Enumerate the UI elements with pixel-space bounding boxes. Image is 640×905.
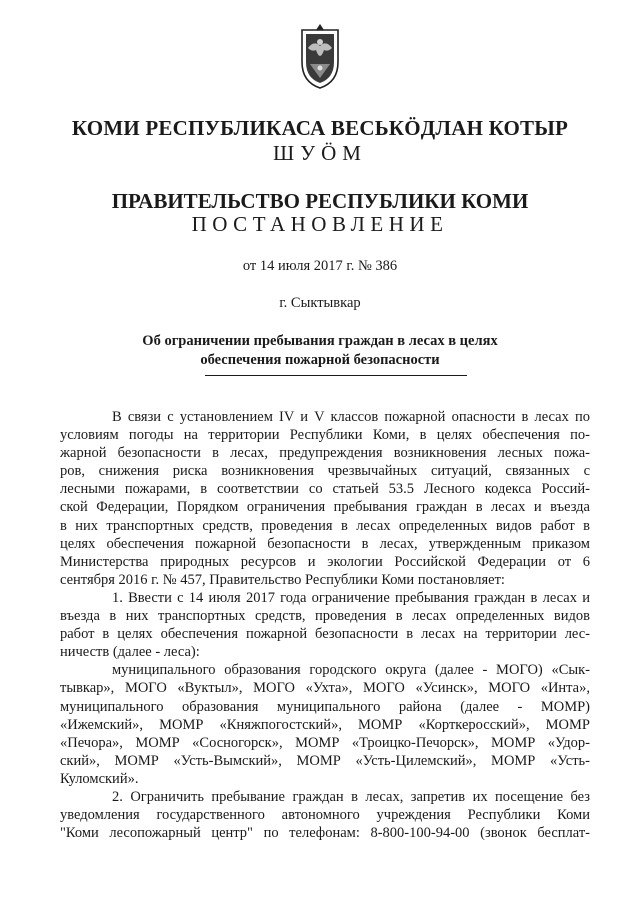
body-line: «Ижемский», МОМР «Княжпогостский», МОМР «Корткеросский», МОМР <box>60 716 590 733</box>
document-type: ПОСТАНОВЛЕНИЕ <box>191 212 449 236</box>
date-and-number: от 14 июля 2017 г. № 386 <box>242 258 398 274</box>
body-line: в них транспортных средств, проведения в лесах определенных видов работ в <box>60 517 590 534</box>
coat-of-arms-icon <box>298 22 342 90</box>
body-line: тывкар», МОГО «Вуктыл», МОГО «Ухта», МОГО «Усинск», МОГО «Инта», <box>60 680 590 697</box>
body-line: муниципального образования городского округа (далее - МОГО) «Сык- <box>112 662 590 679</box>
city: г. Сыктывкар <box>279 295 361 311</box>
body-line: ничеств (далее - леса): <box>60 644 200 661</box>
title-divider <box>205 375 467 376</box>
body-line: лесными пожарами, в соответствии со статьей 53.5 Лесного кодекса Россий- <box>60 481 590 498</box>
body-line: муниципального образования муниципального района (далее - МОМР) <box>60 698 590 715</box>
government-name: ПРАВИТЕЛЬСТВО РЕСПУБЛИКИ КОМИ <box>111 189 529 213</box>
body-line: "Коми лесопожарный центр" по телефонам: 8-800-100-94-00 (звонок бесплат- <box>60 825 590 842</box>
body-line: ров, снижения риска возникновения чрезвычайных ситуаций, связанных с <box>60 463 590 480</box>
body-line: 2. Ограничить пребывание граждан в лесах, запретив их посещение без <box>112 788 590 805</box>
document-title-line-1: Об ограничении пребывания граждан в лесах в целях <box>142 333 498 349</box>
body-line: В связи с установлением IV и V классов пожарной опасности в лесах по <box>112 409 590 425</box>
document-body <box>60 408 590 842</box>
komi-organization-name: КОМИ РЕСПУБЛИКАСА ВЕСЬКӦДЛАН КОТЫР <box>71 116 569 140</box>
body-line: ский», МОМР «Усть-Вымский», МОМР «Усть-Цилемский», МОМР «Усть- <box>60 752 590 769</box>
body-line: ской Федерации, Порядком ограничения пребывания граждан в лесах и въезда <box>60 499 590 516</box>
body-line: въезда в них транспортных средств, проведения в лесах определенных видов <box>60 608 590 625</box>
body-line: жарной безопасности в лесах, предупреждения возникновения лесных пожа- <box>60 445 590 462</box>
body-line: условиям погоды на территории Республики Коми, в целях обеспечения по- <box>60 427 590 444</box>
body-line: сентября 2016 г. № 457, Правительство Республики Коми постановляет: <box>60 571 505 588</box>
body-line: Куломский». <box>60 770 139 787</box>
body-line: Министерства природных ресурсов и экологии Российской Федерации от 6 <box>60 553 590 570</box>
document-title-line-2: обеспечения пожарной безопасности <box>200 352 440 368</box>
body-line: работ в целях обеспечения пожарной безопасности в лесах на территории лес- <box>60 626 590 643</box>
body-line: «Печора», МОМР «Сосногорск», МОМР «Троицко-Печорск», МОМР «Удор- <box>60 734 590 751</box>
body-line: 1. Ввести с 14 июля 2017 года ограничение пребывания граждан в лесах и <box>112 589 590 606</box>
komi-document-type: ШУÖМ <box>273 141 367 165</box>
body-line: целях обеспечения пожарной безопасности в лесах, утвержденным приказом <box>60 535 590 552</box>
body-line: уведомления государственного автономного учреждения Республики Коми <box>60 807 590 824</box>
